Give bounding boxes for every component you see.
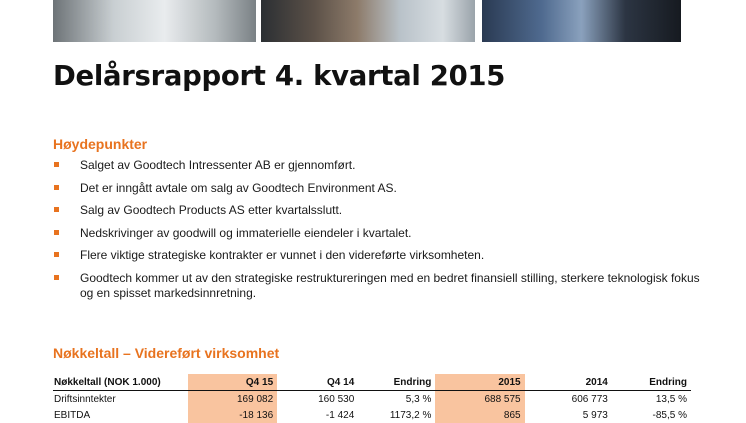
bullet-square-icon xyxy=(54,207,59,212)
header-photo-1 xyxy=(53,0,256,42)
table-cell: 865 xyxy=(435,407,524,423)
highlight-item: Salg av Goodtech Products AS etter kvartalsslutt. xyxy=(53,203,703,218)
bullet-square-icon xyxy=(54,275,59,280)
header-photo-3 xyxy=(482,0,681,42)
column-header: 2014 xyxy=(525,374,612,391)
column-header: Q4 14 xyxy=(277,374,358,391)
highlights-list xyxy=(53,158,703,308)
header-photo-2 xyxy=(261,0,475,42)
table-cell: -1 424 xyxy=(325,409,355,421)
highlight-item: Nedskrivinger av goodwill og immaterielle eiendeler i kvartalet. xyxy=(53,226,703,241)
table-cell: 1173,2 % xyxy=(389,409,432,421)
bullet-square-icon xyxy=(54,252,59,257)
table-header-row xyxy=(53,374,691,391)
table-cell: -85,5 % xyxy=(652,409,687,421)
column-header: Nøkkeltall (NOK 1.000) xyxy=(53,374,188,391)
bullet-square-icon xyxy=(54,230,59,235)
highlight-item: Goodtech kommer ut av den strategiske restruktureringen med en bedret finansiell stilling, sterkere teknologisk fokus og en spisset markedsinnretning. xyxy=(53,271,703,301)
key-figures-heading: Nøkkeltall – Videreført virksomhet xyxy=(53,345,280,361)
report-title: Delårsrapport 4. kvartal 2015 xyxy=(53,60,506,92)
column-header: Q4 15 xyxy=(188,374,277,391)
table-cell: EBITDA xyxy=(54,409,91,421)
table-cell: 13,5 % xyxy=(655,393,687,405)
table-cell: 688 575 xyxy=(435,391,524,408)
table-cell: 169 082 xyxy=(188,391,277,408)
table-cell: 5,3 % xyxy=(405,393,432,405)
highlight-item: Det er inngått avtale om salg av Goodtech Environment AS. xyxy=(53,181,703,196)
key-figures-table xyxy=(53,374,691,423)
highlight-item: Salget av Goodtech Intressenter AB er gjennomført. xyxy=(53,158,703,173)
bullet-square-icon xyxy=(54,185,59,190)
bullet-square-icon xyxy=(54,162,59,167)
table-row xyxy=(53,391,691,408)
highlights-heading: Høydepunkter xyxy=(53,136,148,152)
column-header: Endring xyxy=(358,374,435,391)
table-cell: 5 973 xyxy=(582,409,608,421)
column-header: 2015 xyxy=(435,374,524,391)
table-cell: 160 530 xyxy=(318,393,355,405)
table-cell: 606 773 xyxy=(571,393,608,405)
table-row xyxy=(53,407,691,423)
column-header: Endring xyxy=(612,374,691,391)
highlight-item: Flere viktige strategiske kontrakter er vunnet i den videreførte virksomheten. xyxy=(53,248,703,263)
table-cell: -18 136 xyxy=(188,407,277,423)
table-cell: Driftsinntekter xyxy=(54,393,116,405)
